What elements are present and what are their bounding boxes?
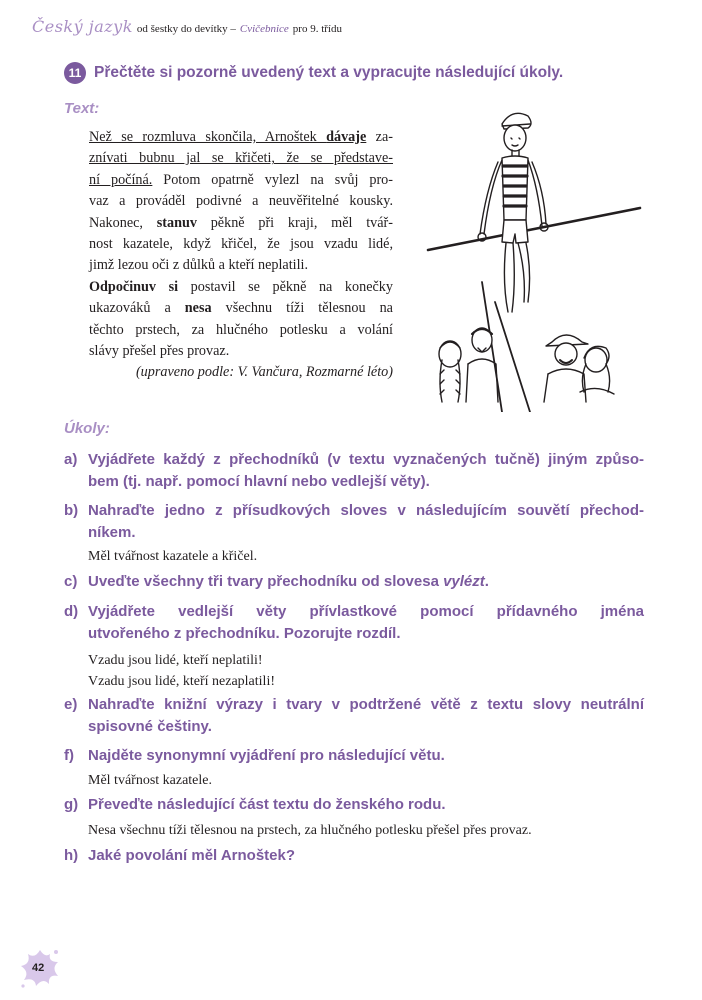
task-g [64,794,644,816]
task-letter: a) [64,451,78,468]
task-sentence: Měl tvářnost kazatele. [88,773,213,788]
reading-line: ní počíná. Potom opatrně vylezl na svůj pro- [89,171,393,188]
task-f [64,745,644,767]
task-letter: h) [64,847,79,864]
task-question: g) Převeďte následující část textu do ženského rodu. [64,794,644,816]
reading-line: vaz a prováděl podivné a neuvěřitelné kousky. [89,193,393,210]
reading-line: Nakonec, stanuv pěkně při kraji, měl tvář- [89,214,393,231]
reading-line: ukazováků a nesa všechnu tíži tělesnou na [89,300,393,317]
tightrope-walker-illustration [420,102,645,412]
task-question: f) Najděte synonymní vyjádření pro následující větu. [64,745,644,767]
task-question: e) Nahraďte knižní výrazy i tvary v podtržené větě z textu slovy neutrální spisovné češtiny. [64,696,644,735]
exercise-heading [64,62,563,84]
exercise-title: Přečtěte si pozorně uvedený text a vypracujte následující úkoly. [94,64,564,81]
tasks-section-label: Úkoly: [64,420,110,437]
task-e [64,694,644,738]
exercise-number-badge: 11 [64,62,86,84]
page-number: 42 [32,962,45,974]
task-question: b) Nahraďte jedno z přísudkových sloves v následujícím souvětí přechod- níkem. [64,502,644,541]
header-subtitle: od šestky do devítky – [136,23,236,35]
reading-line: Než se rozmluva skončila, Arnoštek dávaje za- [89,129,393,145]
task-letter: c) [64,573,78,590]
reading-line: Odpočinuv si postavil se pěkně na konečky [89,278,393,295]
header-grade: pro 9. třídu [292,23,342,35]
task-h [64,845,644,867]
reading-passage [89,127,393,384]
task-question: c) Uveďte všechny tři tvary přechodníku od slovesa vylézt. [64,571,644,593]
reading-line: jimž lezou oči z důlků a kteří neplatili. [89,257,309,274]
running-header [32,17,342,37]
task-question: h) Jaké povolání měl Arnoštek? [64,845,644,867]
task-sentence: Měl tvářnost kazatele a křičel. [88,549,258,564]
text-section-label: Text: [64,100,100,117]
task-letter: f) [64,747,74,764]
header-workbook: Cvičebnice [239,23,289,35]
reading-line: slávy přešel přes provaz. [89,343,230,360]
header-brand: Český jazyk [32,17,133,36]
reading-line: znívati bubnu jal se křičeti, že se představe- [89,150,393,167]
reading-line: nost kazatele, když křičel, že jsou vzadu lidé, [89,236,393,253]
task-letter: d) [64,603,79,620]
reading-line: těchto prstech, za hlučného potlesku a volání [89,321,393,338]
task-sentence: Nesa všechnu tíži tělesnou na prstech, za hlučného potlesku přešel přes provaz. [88,823,532,838]
task-sentence: Vzadu jsou lidé, kteří nezaplatili! [88,674,275,689]
task-a [64,449,644,493]
task-d [64,601,644,645]
task-c [64,571,644,593]
task-letter: g) [64,796,79,813]
task-question: a) Vyjádřete každý z přechodníků (v textu vyznačených tučně) jiným způso- bem (tj. např. pomocí hlavní nebo vedlejší věty). [64,451,644,490]
task-letter: e) [64,696,78,713]
task-b [64,500,644,544]
task-letter: b) [64,502,79,519]
reading-source: (upraveno podle: V. Vančura, Rozmarné léto) [135,364,393,381]
task-question: d) Vyjádřete vedlejší věty přívlastkové pomocí přídavného jména utvořeného z přechodníku. Pozorujte rozdíl. [64,603,644,642]
task-sentence: Vzadu jsou lidé, kteří neplatili! [88,653,263,668]
